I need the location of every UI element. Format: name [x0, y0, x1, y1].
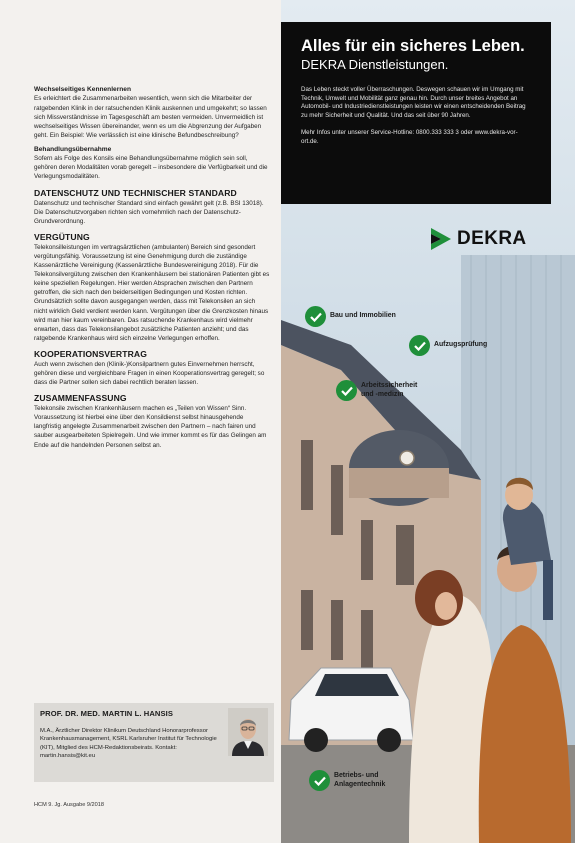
paragraph-zusammenfassung: Telekonsile zwischen Krankenhäusern machen es „Teilen von Wissen“ Sinn. Voraussetzung ist hierbei eine über den Konsildienst selbst hinausgehende langfristig angelegte Zusammenarbeit zwischen den Partnern – nach fairen und sauber ausgearbeiteten Spielregeln. Und wie immer kommt es für das Gelingen am Ende auf die handelnden Personen selbst an. — [34, 405, 267, 449]
heading-datenschutz: DATENSCHUTZ UND TECHNISCHER STANDARD — [34, 187, 237, 198]
author-bio: M.A., Ärztlicher Direktor Klinikum Deutschland Honorarprofessor Krankenhausmanagement, KSRL Karlsruher Institut für Technologie (KIT), Mitglied des HCM-Redaktionsbeirats. Kontakt: martin.hansis@kit.eu — [40, 728, 217, 759]
page-footer: HCM 9. Jg. Ausgabe 9/2018 — [34, 802, 104, 808]
badge-label: Bau und Immobilien — [330, 312, 396, 320]
ad-body-text: Das Leben steckt voller Überraschungen. Deswegen schauen wir im Umgang mit Technik, Umwelt und Mobilität ganz genau hin. Durch unser breites Angebot an Automobil- und Industriedienstleistungen leisten wir einen entscheidenden Beitrag zu mehr Sicherheit und Qualität. Und das seit über 90 Jahren. — [301, 86, 526, 120]
heading-zusammenfassung: ZUSAMMENFASSUNG — [34, 393, 127, 404]
badge-aufzug — [409, 335, 487, 356]
article-column — [0, 0, 281, 843]
heading-kooperation: KOOPERATIONSVERTRAG — [34, 348, 147, 359]
heading-verguetung: VERGÜTUNG — [34, 231, 90, 242]
dekra-chevron-icon — [429, 226, 453, 252]
badge-arbeitssicherheit — [336, 380, 431, 401]
dekra-advertisement — [281, 0, 575, 843]
check-icon — [409, 335, 430, 356]
check-icon — [305, 306, 326, 327]
ad-subline: DEKRA Dienstleistungen. — [301, 57, 449, 72]
badge-betriebstechnik — [309, 770, 404, 791]
check-icon — [309, 770, 330, 791]
paragraph-kooperation: Auch wenn zwischen den (Klinik-)Konsilpartnern gutes Einvernehmen herrscht, gehören diese und vergleichbare Fragen in einen Kooperationsvertrag geregelt; so dass die Partner sollen sich dabei rechtlich beraten lassen. — [34, 360, 265, 387]
check-icon — [336, 380, 357, 401]
subheading-kennenlernen: Wechselseitiges Kennenlernen — [34, 86, 131, 93]
ad-headline: Alles für ein sicheres Leben. — [301, 37, 525, 55]
author-photo — [228, 708, 268, 756]
badge-label: Aufzugsprüfung — [434, 341, 488, 349]
subheading-behandlung: Behandlungsübernahme — [34, 145, 112, 153]
badge-label: Betriebs- und Anlagentechnik — [334, 772, 386, 788]
article-body — [34, 86, 270, 456]
paragraph-verguetung: Telekonsilleistungen im vertragsärztlichen (ambulanten) Bereich sind gesondert vergütungsfähig. Voraussetzung ist eine Genehmigung durch die zuständige Kassenärztliche Vereinigung (Kassenärztliche Bundesvereinigung 2018). Für die Telekonsilvergütung zwischen den Krankenhäusern bei stationären Patienten gibt es keine speziellen Regelungen. Hier werden Absprachen zwischen den Partnern getroffen, die sich nach den beiderseitigen Bedingungen und Kosten richten. Grundsätzlich sollte davon ausgegangen werden, dass mit Telekonsilen an sich nicht wirklich Geld verdient werden kann. Vergütungen über die Grenzkosten hinaus wird man hier kaum vereinbaren. Das ratsuchende Krankenhaus wird vielmehr erwarten, dass das Telekonsilangebot zusätzliche Patienten anzieht; und das ratgebende Krankenhaus wird sich einzelne Verlegungen erhoffen. — [34, 243, 270, 342]
paragraph-datenschutz: Datenschutz und technischer Standard sind einfach gewährt gelt (z.B. BSI 13018). Die Datenschutzvorgaben richten sich vornehmlich nach der Datenschutz-Grundverordnung. — [34, 199, 264, 225]
author-name: PROF. DR. MED. MARTIN L. HANSIS — [40, 709, 174, 718]
badge-bau — [305, 306, 396, 327]
paragraph-behandlung: Sofern als Folge des Konsils eine Behandlungsübernahme möglich sein soll, gehören deren Modalitäten vorab geregelt – insbesondere die Verfügbarkeit und die Verlegungsmodalitäten. — [34, 155, 268, 181]
ad-headline-box — [281, 22, 551, 204]
dekra-logo — [429, 224, 527, 254]
author-box — [34, 703, 274, 782]
badge-label: Arbeitssicherheit und -medizin — [361, 382, 418, 398]
paragraph-kennenlernen: Es erleichtert die Zusammenarbeiten wesentlich, wenn sich die Mitarbeiter der ratgebenden Klinik in der ratsuchenden Klinik auskennen und umgekehrt; so lassen sich Missverständnisse im Tagesgeschäft am besten vermeiden. Unvermeidlich ist wechselseitiges Wissen übereinander, wenn es um die Abgrenzung der Aufgaben geht. Ein Beispiel: Wie verlässlich ist eine klinische Befundbeschreibung? — [34, 95, 267, 139]
ad-contact: Mehr Infos unter unserer Service-Hotline: 0800.333 333 3 oder www.dekra-vor-ort.de. — [301, 128, 518, 145]
dekra-logo-text: DEKRA — [457, 228, 527, 249]
